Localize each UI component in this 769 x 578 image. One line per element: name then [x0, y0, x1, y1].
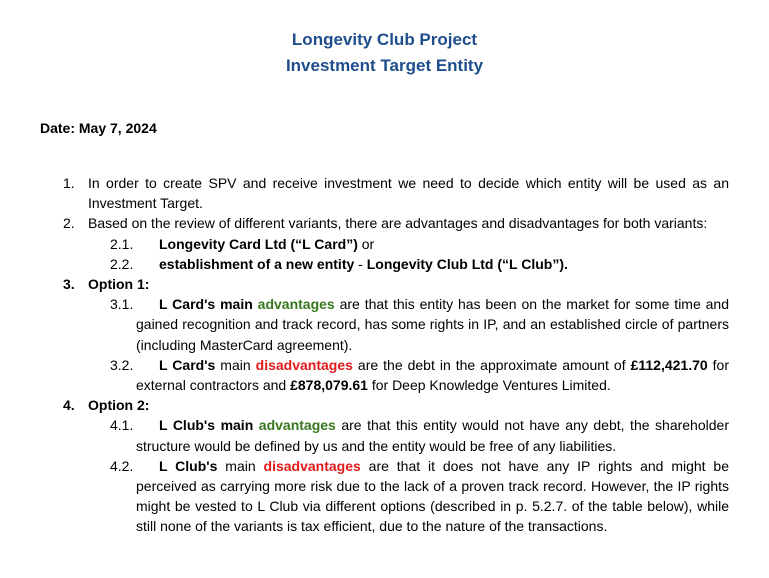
advantages-keyword: advantages [257, 296, 335, 313]
option-heading: Option 1: [88, 276, 150, 293]
list-item-1 [63, 173, 729, 213]
disadvantages-keyword: disadvantages [255, 356, 353, 373]
item-text: are the debt in the approximate amount of [352, 356, 631, 373]
entity-name-l-card: Longevity Card Ltd (“L Card”) [159, 235, 358, 252]
list-item-3 [63, 274, 729, 294]
document-subtitle: Investment Target Entity [285, 56, 484, 75]
item-text: are that this entity has been on the market for some time and gained recognition and track record, has some rights in IP, and an established circle of partners (including MasterCard agreement). [136, 296, 729, 353]
item-number: 1. [63, 175, 75, 191]
item-lead: L Card's main [159, 296, 258, 313]
item-number: 4.1. [110, 417, 134, 434]
item-lead: L Card's [159, 356, 216, 373]
list-item-4-1 [110, 415, 729, 455]
item-text: or [357, 235, 375, 252]
disadvantages-keyword: disadvantages [263, 457, 361, 474]
item-text: for Deep Knowledge Ventures Limited. [367, 377, 611, 394]
list-item-2-1 [110, 234, 729, 254]
item-lead: establishment of a new entity [159, 255, 355, 272]
item-number: 3.2. [110, 356, 134, 373]
document-date: Date: May 7, 2024 [40, 120, 157, 136]
item-number: 4. [63, 397, 75, 414]
item-text: Based on the review of different variants, there are advantages and disadvantages for both variants: [88, 215, 708, 232]
item-text: are that it does not have any IP rights and might be perceived as carrying more risk due to the lack of a proven track record. However, the IP rights might be vested to L Club via different options (described in p. 5.2.7. of the table below), while still none of the variants is tax efficient, due to the nature of the transactions. [136, 457, 730, 535]
document-body [0, 173, 769, 537]
item-text: main [217, 457, 264, 474]
list-item-4-2 [110, 456, 730, 537]
item-number: 3. [63, 276, 75, 293]
entity-name-l-club: Longevity Club Ltd (“L Club”). [366, 255, 568, 272]
item-separator: - [354, 255, 367, 272]
document-title: Longevity Club Project [291, 30, 478, 49]
debt-amount-dkv: £878,079.61 [290, 377, 368, 394]
item-text: In order to create SPV and receive investment we need to decide which entity will be used as an Investment Target. [88, 175, 729, 212]
item-text: main [215, 356, 256, 373]
item-lead: L Club's main [159, 417, 259, 434]
list-item-3-1 [110, 294, 729, 355]
item-number: 2. [63, 215, 75, 232]
item-text: for external contractors and [136, 356, 730, 394]
item-number: 4.2. [110, 457, 134, 474]
list-item-4 [63, 395, 729, 415]
item-number: 2.1. [110, 235, 134, 252]
item-lead: L Club's [159, 457, 218, 474]
list-item-2 [63, 213, 729, 233]
item-number: 2.2. [110, 255, 134, 272]
advantages-keyword: advantages [258, 417, 336, 434]
list-item-3-2 [110, 355, 730, 395]
debt-amount-contractors: £112,421.70 [630, 356, 708, 373]
list-item-2-2 [110, 254, 729, 274]
item-number: 3.1. [110, 296, 134, 313]
option-heading: Option 2: [88, 397, 150, 414]
item-text: are that this entity would not have any debt, the shareholder structure would be defined by us and the entity would be free of any liabilities. [136, 417, 729, 454]
